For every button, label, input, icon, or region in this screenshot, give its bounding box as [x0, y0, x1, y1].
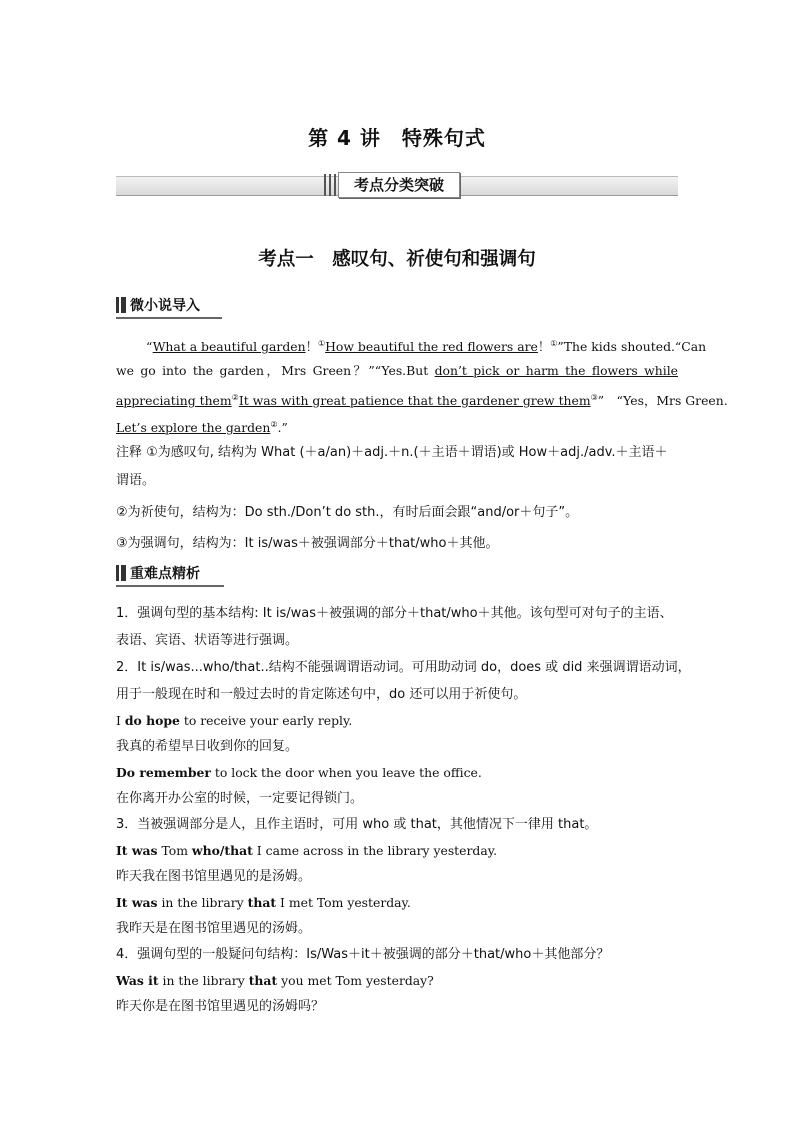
- story-line-4: Let’s explore the garden②.”: [116, 420, 288, 436]
- page-title: 第 4 讲 特殊句式: [308, 126, 486, 150]
- bookmark-icon: [116, 297, 126, 313]
- rule-3: 3．当被强调部分是人，且作主语时，可用 who 或 that，其他情况下一律用 that。: [116, 817, 598, 832]
- story-sentence-1: What a beautiful garden: [152, 339, 306, 355]
- story-sentence-5: Let’s explore the garden: [116, 420, 271, 436]
- example-5-translation: 昨天你是在图书馆里遇见的汤姆吗？: [116, 999, 325, 1014]
- story-sentence-2: How beautiful the red flowers are: [325, 339, 538, 355]
- section-heading: 考点一 感叹句、祈使句和强调句: [258, 249, 536, 270]
- section-banner: [116, 170, 678, 200]
- banner-label: 考点分类突破: [338, 172, 460, 198]
- bookmark-icon: [116, 565, 126, 581]
- example-3: It was Tom who/that I came across in the library yesterday.: [116, 843, 498, 858]
- example-4-translation: 我昨天是在图书馆里遇见的汤姆。: [116, 921, 312, 936]
- rule-1-cont: 表语、宾语、状语等进行强调。: [116, 633, 299, 648]
- tag-underline: [116, 585, 224, 587]
- rule-2: 2．It is/was...who/that..结构不能强调谓语动词。可用助动词 do，does 或 did 来强调谓语动词，: [116, 660, 691, 675]
- rule-4: 4．强调句型的一般疑问句结构：Is/Was＋it＋被强调的部分＋that/who＋其他部分？: [116, 947, 610, 962]
- tag-label: 重难点精析: [130, 566, 200, 582]
- example-1: I do hope to receive your early reply.: [116, 713, 353, 728]
- tag-underline: [116, 317, 222, 319]
- subsection-tag-analysis: [116, 564, 200, 584]
- note-3: ③为强调句，结构为：It is/was＋被强调部分＋that/who＋其他。: [116, 536, 499, 551]
- example-2: Do remember to lock the door when you leave the office.: [116, 765, 482, 780]
- example-1-translation: 我真的希望早日收到你的回复。: [116, 739, 299, 754]
- example-2-translation: 在你离开办公室的时候，一定要记得锁门。: [116, 791, 364, 806]
- rule-2-cont: 用于一般现在时和一般过去时的肯定陈述句中，do 还可以用于祈使句。: [116, 687, 527, 702]
- note-1-cont: 谓语。: [116, 473, 156, 488]
- note-1: 注释 ①为感叹句, 结构为 What (＋a/an)＋adj.＋n.(＋主语＋谓语)或 How＋adj./adv.＋主语＋: [116, 445, 668, 460]
- story-sentence-3: don’t pick or harm the flowers while: [434, 363, 678, 378]
- story-line-2: we go into the garden，Mrs Green？”“Yes.But don’t pick or harm the flowers while: [116, 363, 678, 378]
- story-line-1: “What a beautiful garden！①How beautiful the red flowers are！①”The kids shouted.“Can: [146, 339, 707, 355]
- tag-label: 微小说导入: [130, 298, 200, 314]
- story-sentence-4: It was with great patience that the gardener grew them: [238, 393, 591, 409]
- rule-1: 1．强调句型的基本结构: It is/was＋被强调的部分＋that/who＋其他。该句型可对句子的主语、: [116, 606, 673, 621]
- example-4: It was in the library that I met Tom yesterday.: [116, 895, 411, 910]
- subsection-tag-intro: [116, 296, 200, 316]
- note-2: ②为祈使句，结构为：Do sth./Don’t do sth.，有时后面会跟“and/or＋句子”。: [116, 505, 579, 520]
- example-5: Was it in the library that you met Tom yesterday?: [116, 973, 434, 988]
- story-line-3: appreciating them②It was with great patience that the gardener grew them③” “Yes，Mrs Green.: [116, 393, 728, 409]
- example-3-translation: 昨天我在图书馆里遇见的是汤姆。: [116, 869, 312, 884]
